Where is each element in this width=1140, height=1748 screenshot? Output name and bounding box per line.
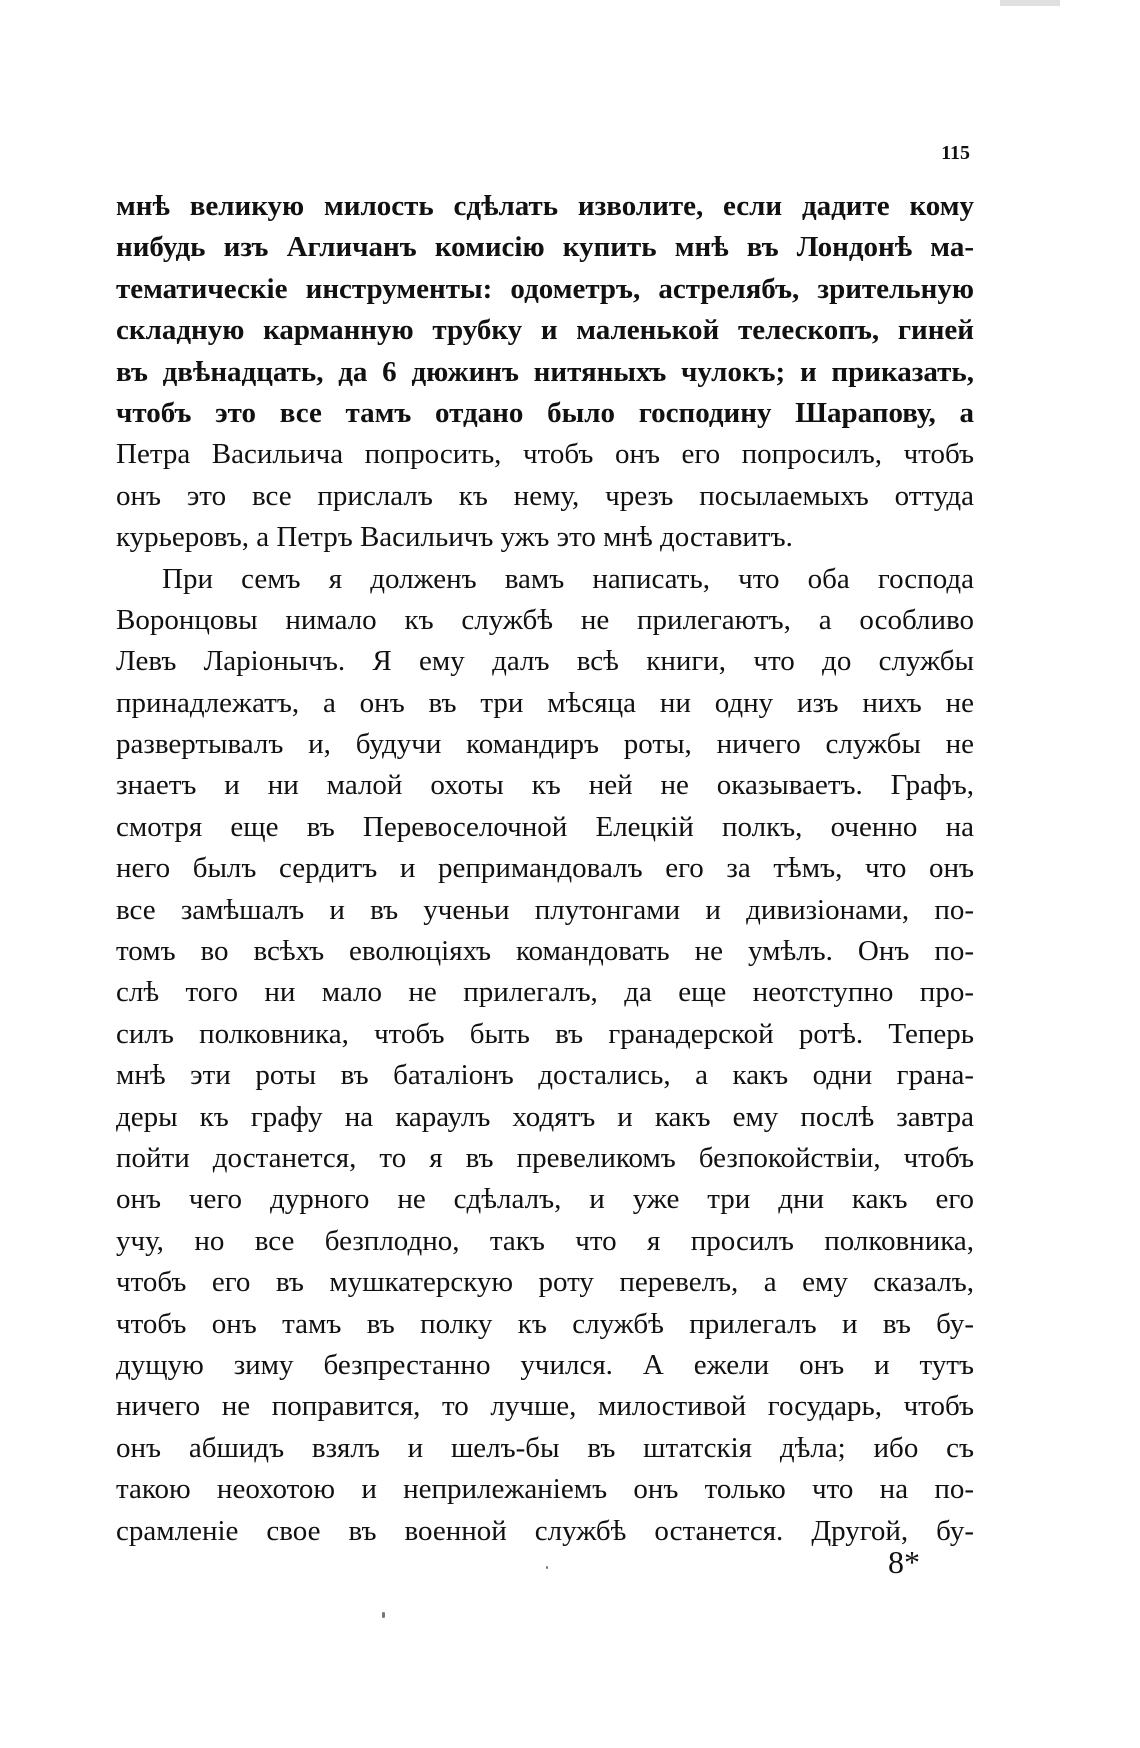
text-line: деры къ графу на караулъ ходятъ и какъ ему послѣ завтра (116, 1100, 974, 1133)
body-text (116, 186, 974, 1552)
text-line: въ двѣнадцать, да 6 дюжинъ нитяныхъ чулокъ; и приказать, (116, 355, 974, 388)
text-line: учу, но все безплодно, такъ что я просилъ полковника, (116, 1224, 974, 1257)
text-line: развертывалъ и, будучи командиръ роты, ничего службы не (116, 728, 974, 761)
text-line: принадлежатъ, а онъ въ три мѣсяца ни одну изъ нихъ не (116, 686, 974, 719)
scan-speck (382, 1612, 385, 1618)
text-line: слѣ того ни мало не прилегалъ, да еще неотступно про- (116, 976, 974, 1009)
text-line: тематическіе инструменты: одометръ, астрелябъ, зрительную (116, 272, 974, 305)
text-line: дущую зиму безпрестанно учился. А ежели онъ и тутъ (116, 1348, 974, 1381)
text-line: мнѣ эти роты въ баталіонъ достались, а какъ одни грана- (116, 1059, 974, 1092)
text-line: курьеровъ, а Петръ Васильичъ ужъ это мнѣ доставитъ. (116, 521, 793, 554)
text-line: складную карманную трубку и маленькой телескопъ, гиней (116, 314, 974, 347)
text-line: нибудь изъ Агличанъ комисію купить мнѣ въ Лондонѣ ма- (116, 231, 974, 264)
text-line: томъ во всѣхъ еволюціяхъ командовать не умѣлъ. Онъ по- (116, 935, 974, 968)
signature-mark: 8* (888, 1544, 920, 1580)
scan-speck (546, 1566, 548, 1569)
text-line: срамленіе свое въ военной службѣ останется. Другой, бу- (116, 1514, 974, 1547)
text-line: ничего не поправится, то лучше, милостивой государь, чтобъ (116, 1390, 974, 1423)
paragraph-start-line: При семъ я долженъ вамъ написать, что оба господа (162, 562, 974, 595)
text-line: Петра Васильича попросить, чтобъ онъ его попросилъ, чтобъ (116, 438, 974, 471)
text-line: знаетъ и ни малой охоты къ ней не оказываетъ. Графъ, (116, 769, 974, 802)
text-line: все замѣшалъ и въ ученьи плутонгами и дивизіонами, по- (116, 893, 974, 926)
text-line: онъ чего дурного не сдѣлалъ, и уже три дни какъ его (116, 1183, 974, 1216)
text-line: мнѣ великую милость сдѣлать изволите, если дадите кому (116, 190, 974, 222)
text-line: чтобъ его въ мушкатерскую роту перевелъ, а ему сказалъ, (116, 1266, 974, 1299)
text-line: такою неохотою и неприлежаніемъ онъ только что на по- (116, 1473, 974, 1506)
scan-edge-mark (1000, 0, 1060, 6)
text-line: онъ это все прислалъ къ нему, чрезъ посылаемыхъ оттуда (116, 479, 974, 512)
text-line: чтобъ онъ тамъ въ полку къ службѣ прилегалъ и въ бу- (116, 1307, 974, 1340)
text-line: пойти достанется, то я въ превеликомъ безпокойствіи, чтобъ (116, 1141, 974, 1174)
text-line: смотря еще въ Перевоселочной Елецкій полкъ, оченно на (116, 810, 974, 843)
page-number: 115 (941, 142, 970, 164)
text-line: онъ абшидъ взялъ и шелъ-бы въ штатскія дѣла; ибо съ (116, 1431, 974, 1464)
text-line: Левъ Ларіонычъ. Я ему далъ всѣ книги, что до службы (116, 645, 974, 678)
text-line: силъ полковника, чтобъ быть въ гранадерской ротѣ. Теперь (116, 1017, 974, 1050)
text-line: него былъ сердитъ и репримандовалъ его за тѣмъ, что онъ (116, 852, 974, 885)
text-line: чтобъ это все тамъ отдано было господину Шарапову, а (116, 396, 974, 429)
text-line: Воронцовы нимало къ службѣ не прилегаютъ, а особливо (116, 603, 974, 636)
